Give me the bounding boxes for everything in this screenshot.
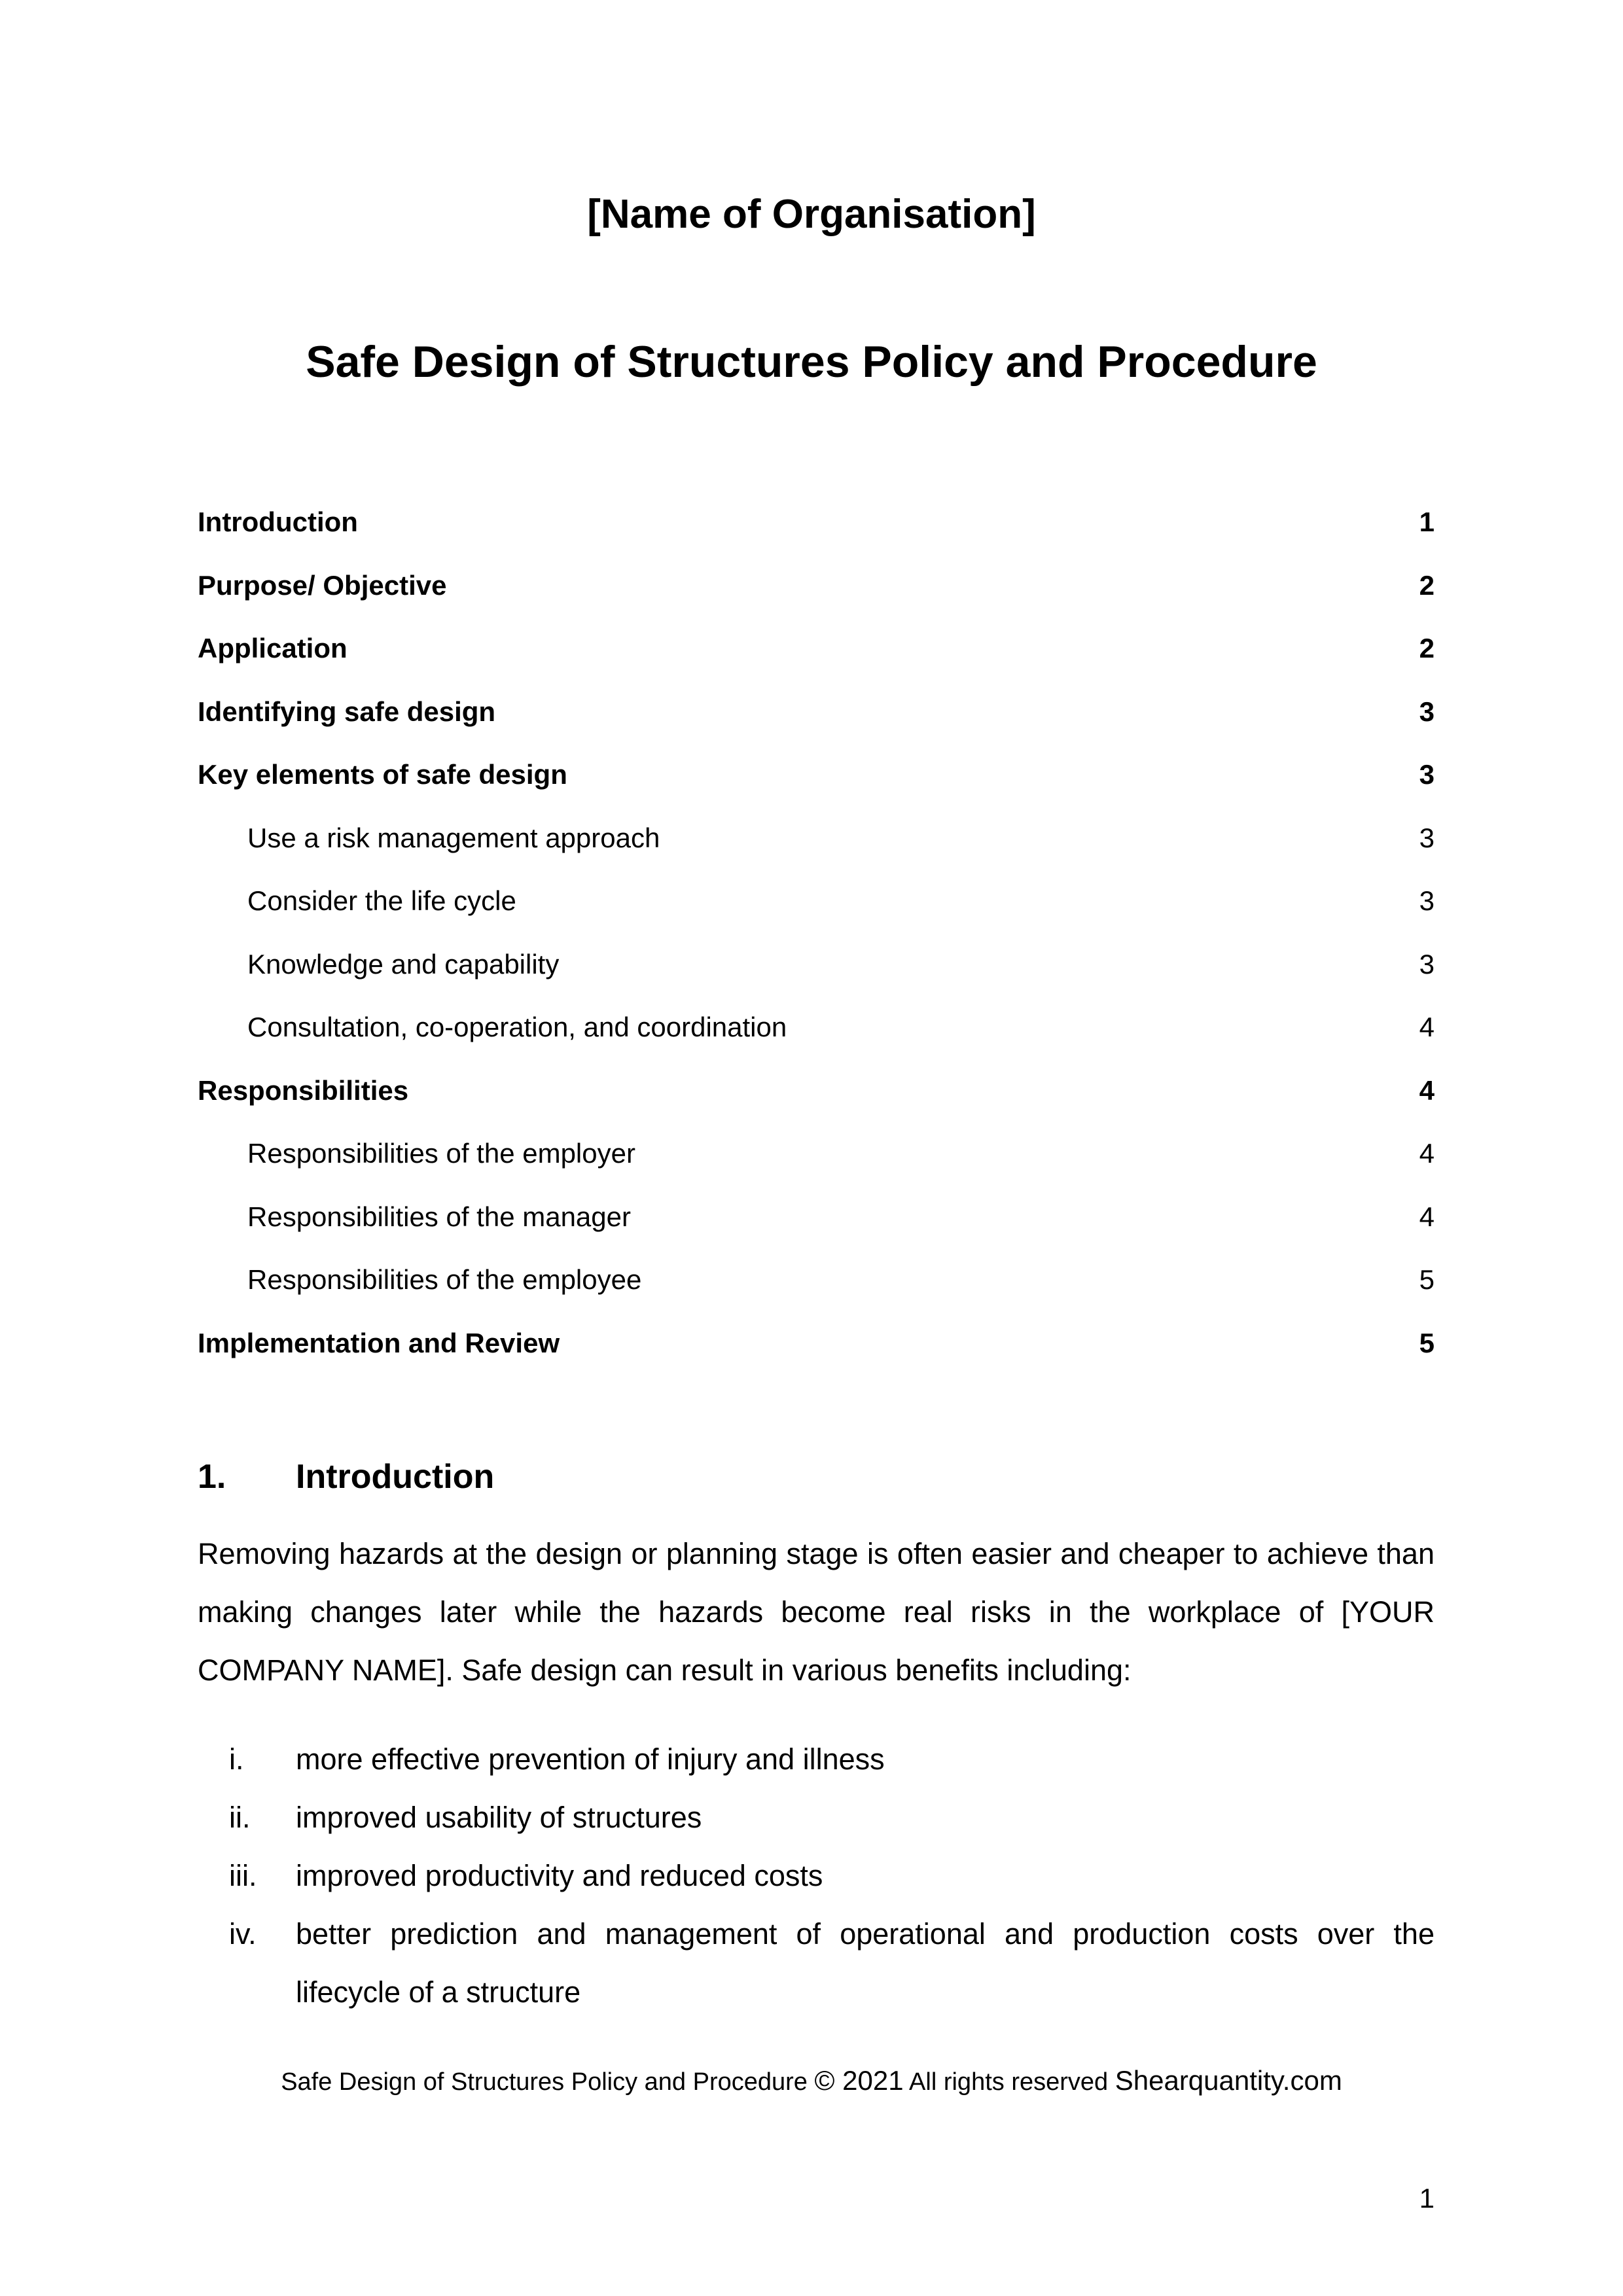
toc-entry-label: Use a risk management approach (247, 822, 660, 853)
page-footer (0, 2064, 1623, 2098)
toc-entry-page: 4 (1419, 1138, 1435, 1169)
toc-entry[interactable] (198, 755, 1435, 819)
toc-entry[interactable] (198, 1324, 1435, 1387)
toc-entry-page: 3 (1419, 948, 1435, 980)
toc-entry-label: Identifying safe design (198, 696, 496, 727)
toc-entry-page: 4 (1419, 1201, 1435, 1232)
list-item (198, 1788, 1435, 1846)
list-marker: ii. (229, 1801, 251, 1834)
section-title: Introduction (296, 1458, 495, 1496)
toc-entry-page: 5 (1419, 1327, 1435, 1358)
organisation-name: [Name of Organisation] (587, 192, 1036, 237)
footer-doc-name: Safe Design of Structures Policy and Procedure (281, 2068, 808, 2096)
toc-subentry[interactable] (198, 1008, 1435, 1071)
toc-entry-label: Responsibilities of the manager (247, 1201, 631, 1232)
list-item-text: more effective prevention of injury and illness (296, 1742, 885, 1776)
list-item (198, 1905, 1435, 2021)
toc-entry[interactable] (198, 503, 1435, 566)
toc-subentry[interactable] (198, 881, 1435, 945)
toc-entry-label: Implementation and Review (198, 1327, 560, 1358)
toc-entry-page: 1 (1419, 506, 1435, 537)
toc-entry-page: 4 (1419, 1012, 1435, 1042)
list-item (198, 1846, 1435, 1905)
toc-subentry[interactable] (198, 1134, 1435, 1197)
toc-entry-label: Responsibilities of the employee (247, 1264, 642, 1295)
toc-entry[interactable] (198, 629, 1435, 692)
toc-subentry[interactable] (198, 1197, 1435, 1261)
toc-entry-page: 3 (1419, 822, 1435, 853)
section-number: 1. (198, 1458, 226, 1496)
toc-entry-page: 3 (1419, 885, 1435, 916)
toc-entry-label: Consultation, co-operation, and coordination (247, 1012, 787, 1042)
toc-entry-label: Purpose/ Objective (198, 569, 447, 601)
footer-site-link[interactable]: Shearquantity.com (1115, 2065, 1342, 2096)
section-heading-introduction (198, 1454, 494, 1500)
list-marker: i. (229, 1742, 244, 1776)
toc-entry-label: Introduction (198, 506, 358, 537)
toc-subentry[interactable] (198, 1260, 1435, 1324)
toc-entry-label: Responsibilities of the employer (247, 1138, 635, 1169)
benefits-list (198, 1730, 1435, 2021)
toc-entry-page: 5 (1419, 1264, 1435, 1295)
toc-entry-page: 3 (1419, 759, 1435, 790)
list-item (198, 1730, 1435, 1788)
list-marker: iii. (229, 1859, 257, 1892)
toc-entry-page: 2 (1419, 633, 1435, 663)
toc-subentry[interactable] (198, 945, 1435, 1008)
toc-entry-label: Key elements of safe design (198, 759, 567, 790)
footer-rights: All rights reserved (909, 2068, 1109, 2096)
toc-entry-page: 4 (1419, 1074, 1435, 1106)
toc-entry[interactable] (198, 692, 1435, 756)
document-title: Safe Design of Structures Policy and Procedure (306, 337, 1317, 387)
table-of-contents (198, 503, 1435, 1386)
toc-entry-label: Consider the life cycle (247, 885, 516, 916)
page-number: 1 (1419, 2183, 1435, 2214)
toc-entry-label: Application (198, 633, 348, 663)
toc-entry-label: Knowledge and capability (247, 948, 560, 980)
toc-entry[interactable] (198, 566, 1435, 629)
toc-entry-page: 2 (1419, 569, 1435, 601)
intro-paragraph: Removing hazards at the design or planning stage is often easier and cheaper to achieve than making changes later while the hazards become real risks in the workplace of [YOUR COMPANY NAME]. Safe design can result in various benefits including: (198, 1537, 1435, 1687)
toc-subentry[interactable] (198, 819, 1435, 882)
toc-entry[interactable] (198, 1071, 1435, 1135)
list-item-text: improved usability of structures (296, 1801, 702, 1834)
list-marker: iv. (229, 1917, 257, 1951)
toc-entry-label: Responsibilities (198, 1074, 409, 1106)
list-item-text: improved productivity and reduced costs (296, 1859, 823, 1892)
list-item-text: better prediction and management of operational and production costs over the lifecycle of a structure (296, 1917, 1435, 2009)
footer-copyright: © 2021 (814, 2065, 904, 2096)
toc-entry-page: 3 (1419, 696, 1435, 727)
